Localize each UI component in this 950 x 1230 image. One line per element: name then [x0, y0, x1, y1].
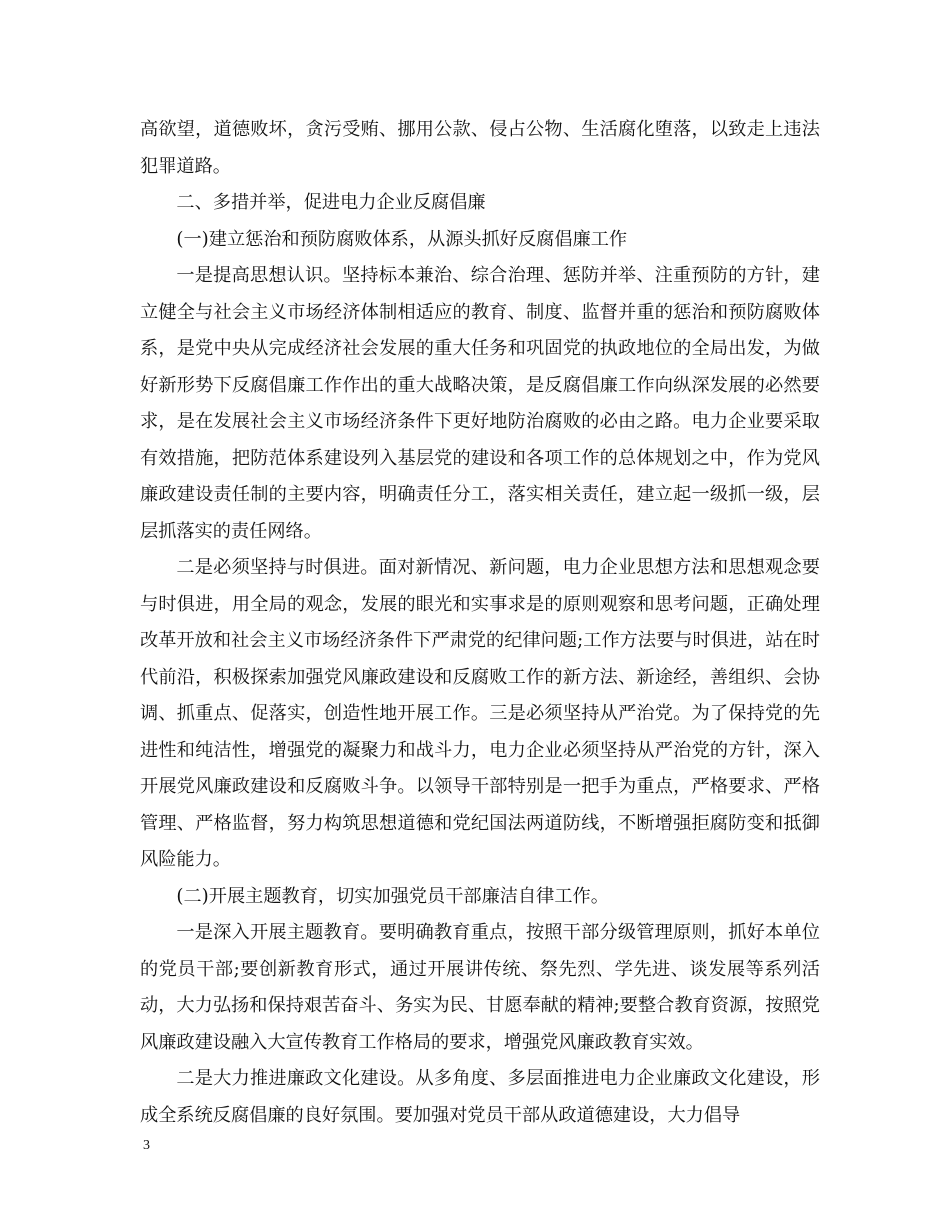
paragraph-1: 高欲望，道德败坏，贪污受贿、挪用公款、侵占公物、生活腐化堕落，以致走上违法犯罪道路。: [140, 119, 820, 177]
document-body: [140, 112, 820, 1134]
paragraph-integrity-culture: 二是大力推进廉政文化建设。从多角度、多层面推进电力企业廉政文化建设，形成全系统反腐倡廉的良好氛围。要加强对党员干部从政道德建设，大力倡导: [140, 1068, 820, 1126]
paragraph-improve-awareness: 一是提高思想认识。坚持标本兼治、综合治理、惩防并举、注重预防的方针，建立健全与社会主义市场经济体制相适应的教育、制度、监督并重的惩治和预防腐败体系，是党中央从完成经济社会发展的重大任务和巩固党的执政地位的全局出发，为做好新形势下反腐倡廉工作作出的重大战略决策，是反腐倡廉工作向纵深发展的必然要求，是在发展社会主义市场经济条件下更好地防治腐败的必由之路。电力企业要采取有效措施，把防范体系建设列入基层党的建设和各项工作的总体规划之中，作为党风廉政建设责任制的主要内容，明确责任分工，落实相关责任，建立起一级抓一级，层层抓落实的责任网络。: [140, 265, 820, 542]
subsection-heading-1: (一)建立惩治和预防腐败体系，从源头抓好反腐倡廉工作: [176, 228, 628, 250]
paragraph-theme-education: 一是深入开展主题教育。要明确教育重点，按照干部分级管理原则，抓好本单位的党员干部;要创新教育形式，通过开展讲传统、祭先烈、学先进、谈发展等系列活动，大力弘扬和保持艰苦奋斗、务实为民、甘愿奉献的精神;要整合教育资源，按照党风廉政建设融入大宣传教育工作格局的要求，增强党风廉政教育实效。: [140, 922, 820, 1053]
section-heading-2: 二、多措并举，促进电力企业反腐倡廉: [176, 192, 486, 213]
subsection-heading-2: (二)开展主题教育，切实加强党员干部廉洁自律工作。: [176, 885, 609, 907]
page-number: 3: [143, 1138, 150, 1153]
paragraph-keep-pace: 二是必须坚持与时俱进。面对新情况、新问题，电力企业思想方法和思想观念要与时俱进，用全局的观念，发展的眼光和实事求是的原则观察和思考问题，正确处理改革开放和社会主义市场经济条件下严肃党的纪律问题;工作方法要与时俱进，站在时代前沿，积极探索加强党风廉政建设和反腐败工作的新方法、新途经，善组织、会协调、抓重点、促落实，创造性地开展工作。三是必须坚持从严治党。为了保持党的先进性和纯洁性，增强党的凝聚力和战斗力，电力企业必须坚持从严治党的方针，深入开展党风廉政建设和反腐败斗争。以领导干部特别是一把手为重点，严格要求、严格管理、严格监督，努力构筑思想道德和党纪国法两道防线，不断增强拒腐防变和抵御风险能力。: [140, 557, 820, 870]
